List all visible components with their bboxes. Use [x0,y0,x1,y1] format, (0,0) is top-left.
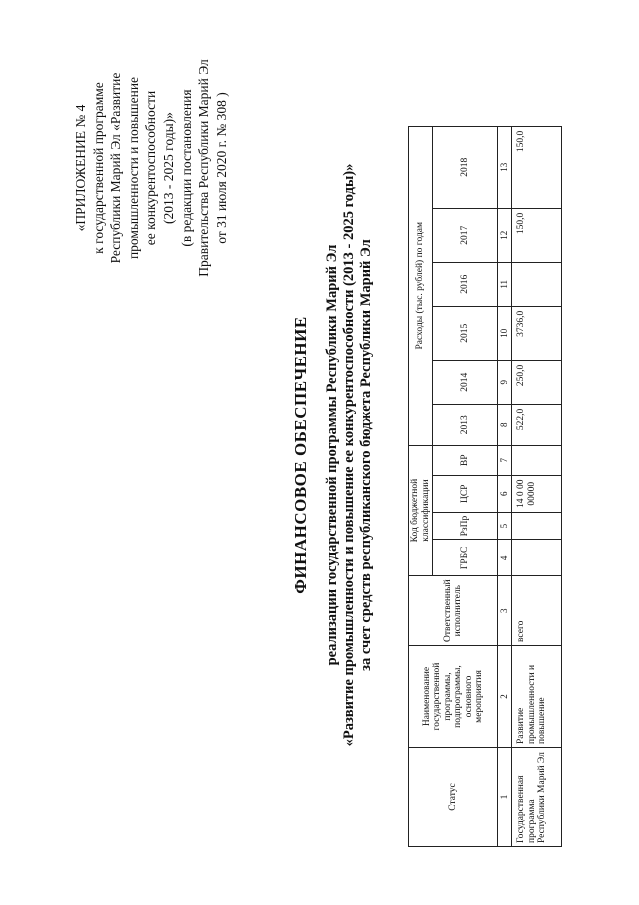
header-status: Статус [409,748,498,847]
table-row [512,126,562,846]
header-year: 2014 [433,360,498,404]
column-number: 11 [498,262,512,306]
row-grbs [512,540,562,576]
header-year: 2018 [433,126,498,208]
appendix-line: (2013 - 2025 годы)» [160,112,176,224]
header-year: 2013 [433,404,498,445]
header-year: 2015 [433,306,498,360]
row-value-2017: 150,0 [512,208,562,262]
row-rzpr [512,512,562,540]
column-number: 8 [498,404,512,445]
column-number: 5 [498,512,512,540]
header-responsible: Ответственный исполнитель [409,576,498,646]
appendix-line: к государственной программе [90,82,106,254]
header-rzpr: РзПр [433,512,498,540]
appendix-line: промышленности и повышение [125,76,141,260]
appendix-line: Республики Марий Эл «Развитие [108,72,124,264]
financing-table [408,126,562,847]
appendix-line: ее конкурентоспособности [143,90,159,246]
header-budget-code: Код бюджетной классификации [409,445,433,576]
row-value-2016 [512,262,562,306]
column-number: 6 [498,475,512,512]
column-number: 3 [498,576,512,646]
appendix-line: Правительства Республики Марий Эл [196,59,212,277]
column-number: 1 [498,748,512,847]
row-csr: 14 0 00 00000 [512,475,562,512]
row-value-2014: 250,0 [512,360,562,404]
appendix-line: (в редакции постановления [178,89,194,247]
header-grbs: ГРБС [433,540,498,576]
column-number: 9 [498,360,512,404]
header-name: Наименование государственной программы, подпрограммы, основного мероприятия [409,646,498,748]
header-year: 2016 [433,262,498,306]
row-responsible: всего [512,576,562,646]
document-subtitle-line: за счет средств республиканского бюджета Республики Марий Эл [358,239,374,671]
column-number: 13 [498,126,512,208]
document-title: ФИНАНСОВОЕ ОБЕСПЕЧЕНИЕ [291,316,310,594]
row-status: Государственная программа Республики Марий Эл [512,748,562,847]
header-expenses: Расходы (тыс. рублей) по годам [409,126,433,445]
document-subtitle-line: «Развитие промышленности и повышение ее конкурентоспособности (2013 - 2025 годы)» [341,163,357,747]
appendix-block [72,23,230,313]
column-number: 4 [498,540,512,576]
column-number: 12 [498,208,512,262]
row-name: Развитие промышленности и повышение [512,646,562,748]
row-value-2015: 3736,0 [512,306,562,360]
header-year: 2017 [433,208,498,262]
document-subtitle-line: реализации государственной программы Республики Марий Эл [324,244,340,666]
column-number: 7 [498,445,512,475]
appendix-line: «ПРИЛОЖЕНИЕ № 4 [73,104,88,232]
header-vr: ВР [433,445,498,475]
header-csr: ЦСР [433,475,498,512]
column-number-row [498,126,512,846]
row-value-2013: 522,0 [512,404,562,445]
column-number: 10 [498,306,512,360]
row-value-2018: 150,0 [512,126,562,208]
column-number: 2 [498,646,512,748]
row-vr [512,445,562,475]
appendix-line: от 31 июля 2020 г. № 308 ) [213,92,229,244]
